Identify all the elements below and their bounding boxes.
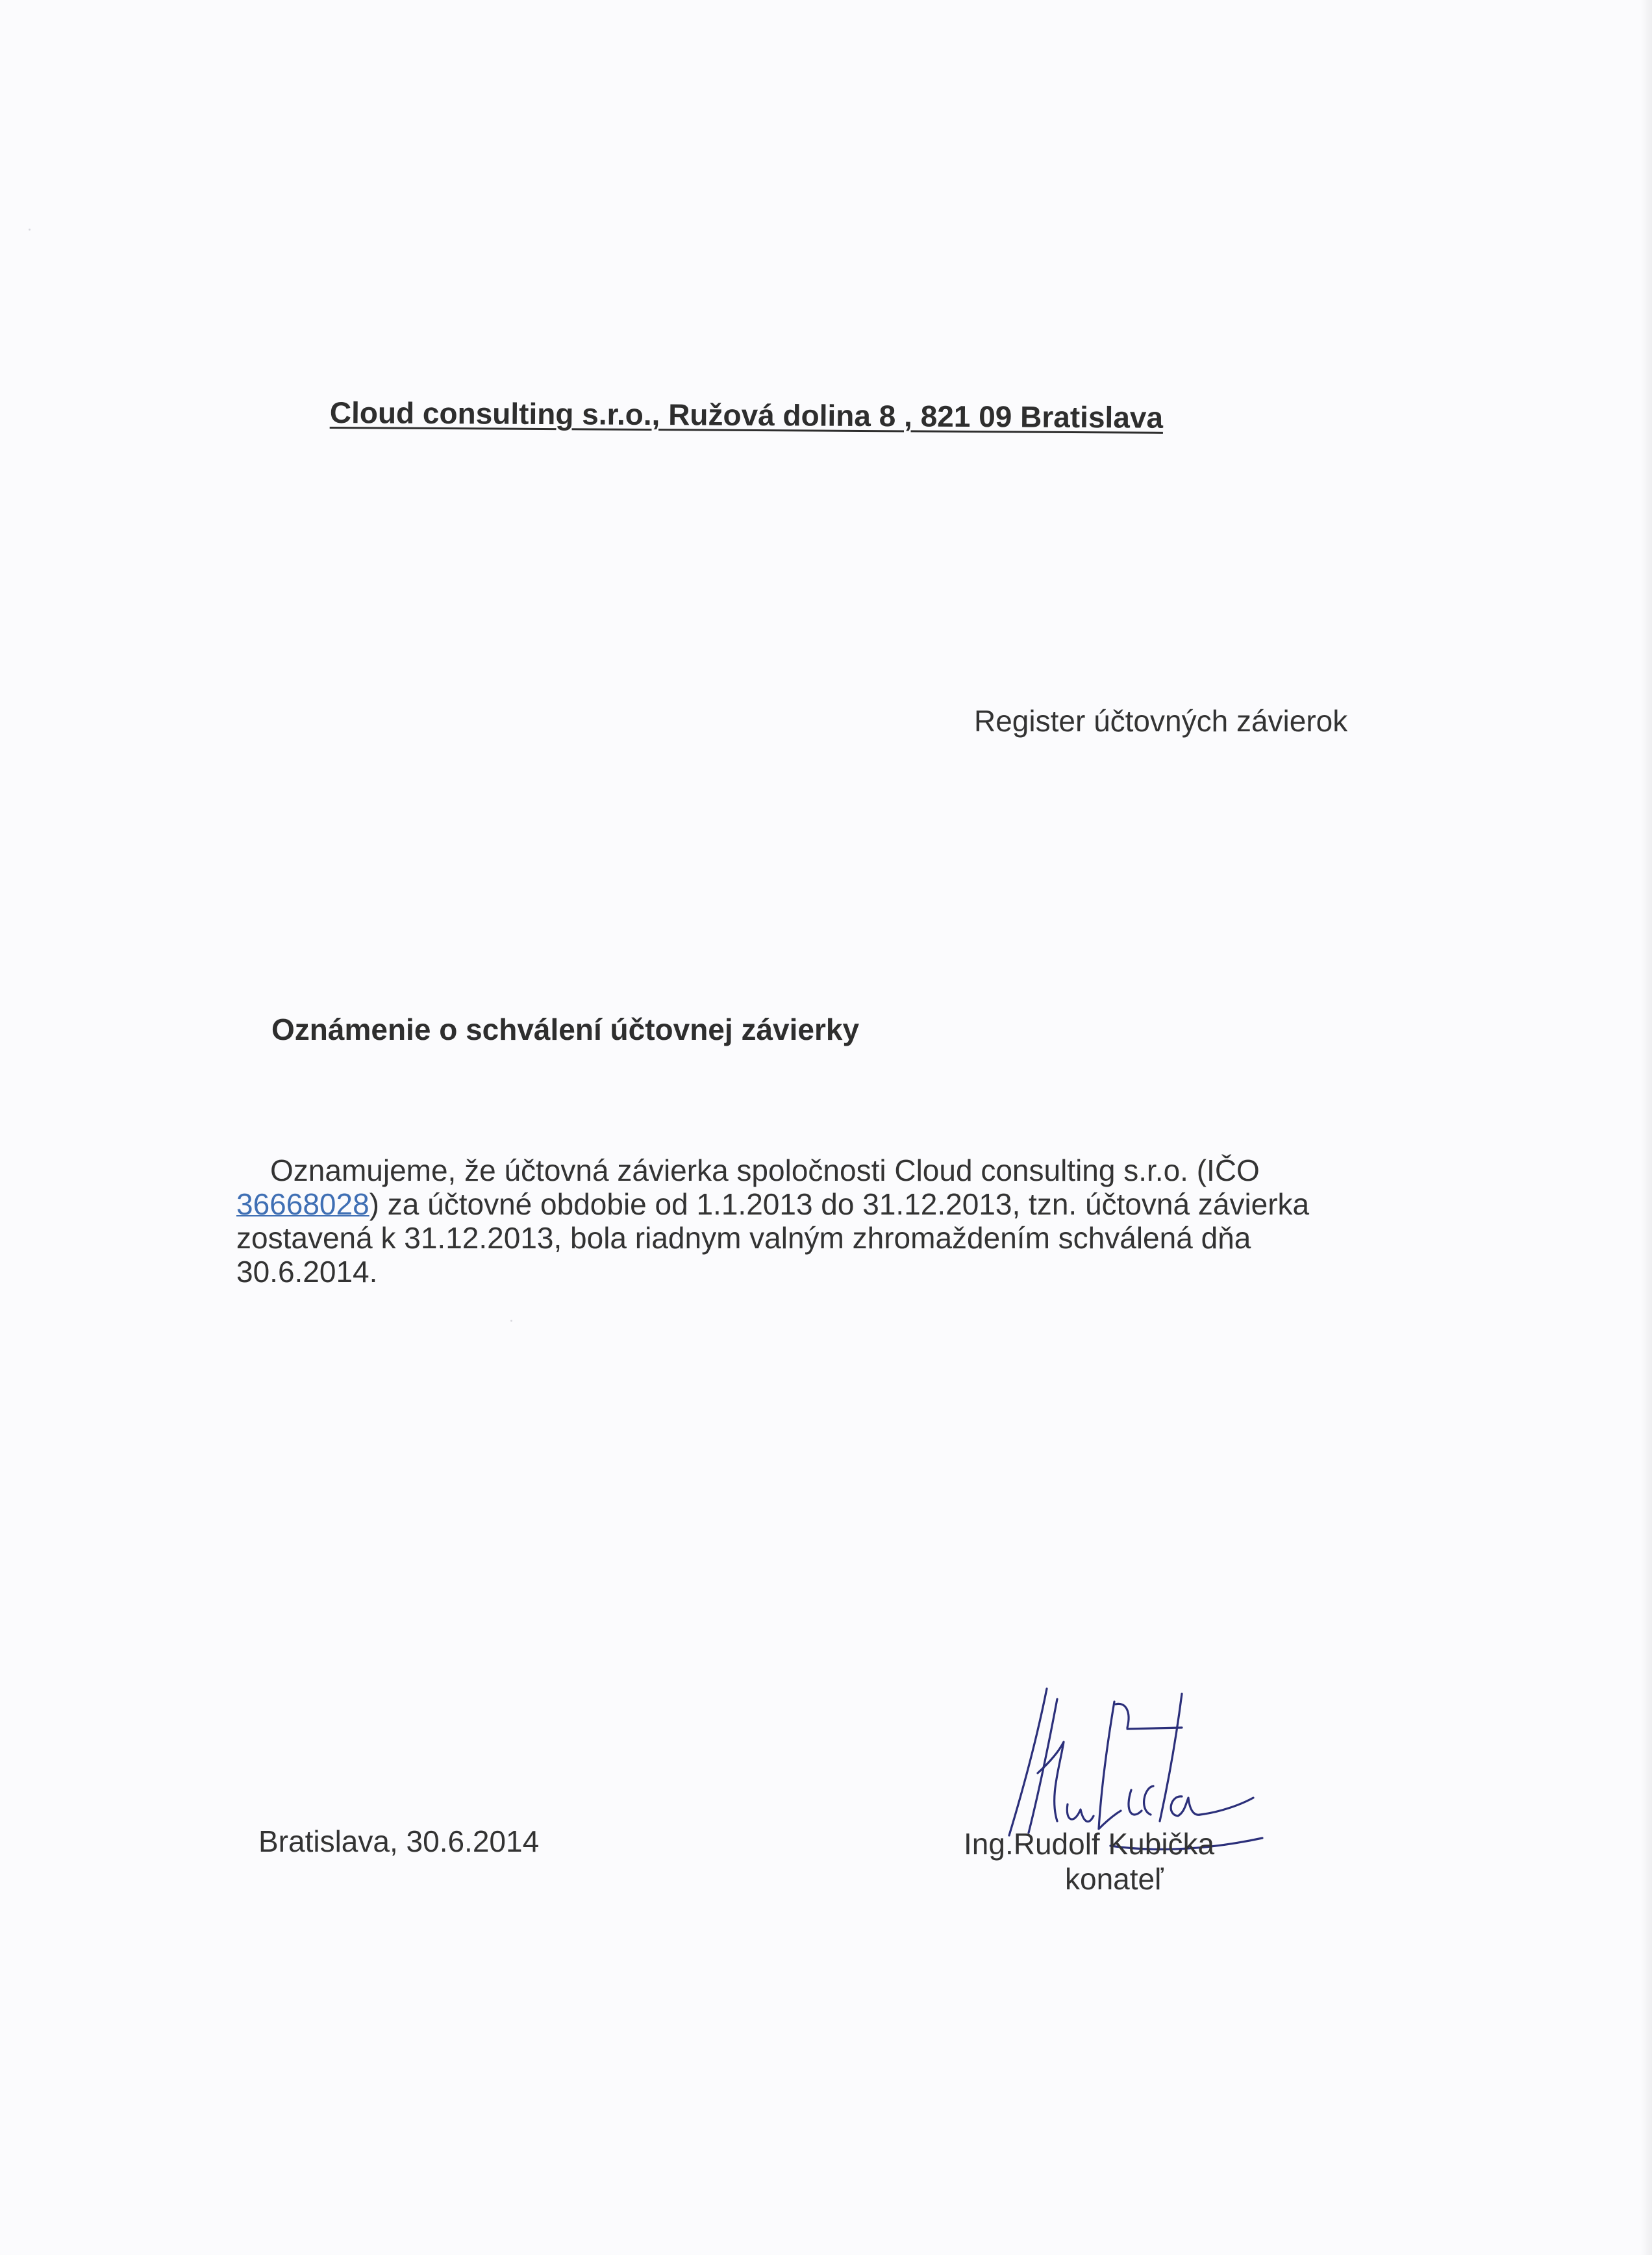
scan-speck xyxy=(510,1320,512,1322)
recipient-line: Register účtovných závierok xyxy=(974,704,1348,738)
body-paragraph xyxy=(236,1153,1353,1289)
body-line-2 xyxy=(236,1187,1353,1221)
signer-name: Ing.Rudolf Kubička xyxy=(964,1827,1215,1861)
body-line-2-text: ) za účtovné obdobie od 1.1.2013 do 31.12.2013, tzn. účtovná závierka xyxy=(369,1187,1310,1221)
place-and-date: Bratislava, 30.6.2014 xyxy=(258,1824,540,1858)
body-line-3: zostavená k 31.12.2013, bola riadnym valným zhromaždením schválená dňa xyxy=(236,1221,1251,1255)
signer-role: konateľ xyxy=(1065,1862,1164,1896)
body-line-1: Oznamujeme, že účtovná závierka spoločnosti Cloud consulting s.r.o. (IČO xyxy=(270,1153,1260,1187)
body-line-4: 30.6.2014. xyxy=(236,1255,378,1289)
ico-number-link[interactable]: 36668028 xyxy=(236,1187,369,1221)
company-address-header: Cloud consulting s.r.o., Ružová dolina 8 , 821 09 Bratislava xyxy=(329,396,1164,435)
scan-edge-shadow xyxy=(1640,0,1652,2255)
handwritten-signature xyxy=(987,1682,1273,1851)
scan-speck xyxy=(29,229,31,231)
document-title: Oznámenie o schválení účtovnej závierky xyxy=(271,1013,860,1046)
